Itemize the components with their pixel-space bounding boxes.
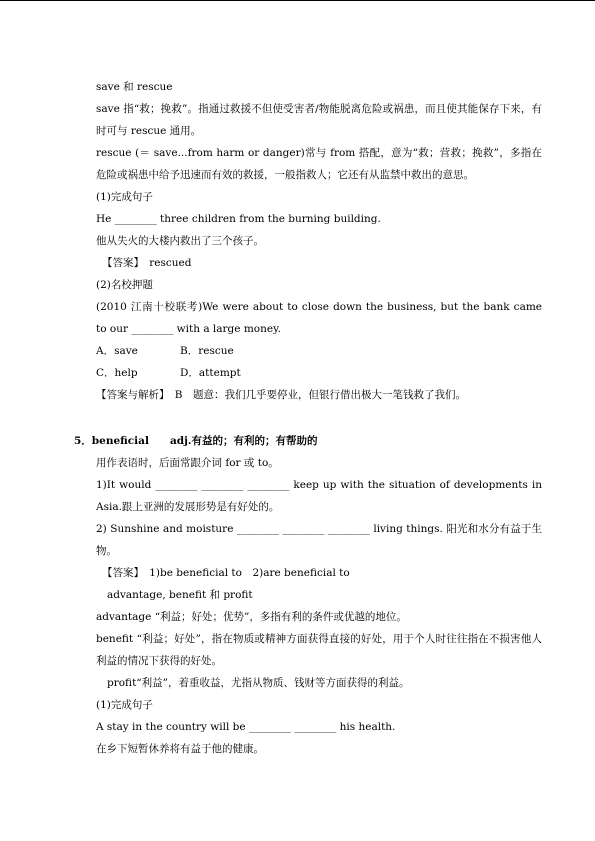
section-heading-advantage-benefit-profit: advantage, benefit 和 profit — [107, 589, 253, 601]
answer-rescued: 【答案】 rescued — [102, 257, 192, 269]
exercise-sentence-2: 2) Sunshine and moisture ________ ________ ________ living things. 阳光和水分有益于生物。 — [96, 523, 542, 557]
exam-question-text: (2010 江南十校联考)We were about to close down the business, but the bank came to our ________ with a large money. — [96, 301, 542, 335]
exercise-label-complete-sentence-2: (1)完成句子 — [96, 699, 153, 711]
options-row-1 — [96, 340, 542, 362]
paragraph-save-definition: save 指“救；挽救”。指通过救援不但使受害者/物能脱离危险或祸患，而且使其能保存下来，有时可与 rescue 通用。 — [96, 103, 542, 137]
definition-benefit: benefit “利益；好处”，指在物质或精神方面获得直接的好处，用于个人时往往指在不损害他人利益的情况下获得的好处。 — [96, 633, 542, 667]
document-body — [74, 76, 542, 760]
paragraph-rescue-definition: rescue (＝ save...from harm or danger)常与 from 搭配，意为“救；营救；挽救”，多指在危险或祸患中给予迅速而有效的救援，一般指救人；它还有从监禁中救出的意思。 — [96, 147, 542, 181]
answer-and-explanation: 【答案与解析】 B 题意：我们几乎要停业，但银行借出极大一笔钱救了我们。 — [96, 389, 466, 401]
options-row-2 — [96, 362, 542, 384]
option-c: C．help — [96, 367, 138, 379]
exercise-label-exam-question: (2)名校押题 — [96, 279, 153, 291]
answer-beneficial: 【答案】 1)be beneficial to 2)are beneficial to — [102, 567, 350, 579]
exercise-label-complete-sentence: (1)完成句子 — [96, 191, 153, 203]
definition-profit: profit“利益”，着重收益，尤指从物质、钱财等方面获得的利益。 — [107, 677, 410, 689]
option-d: D．attempt — [180, 367, 241, 379]
option-a: A．save — [96, 345, 138, 357]
section-heading-beneficial: 5．beneficial adj.有益的；有利的；有帮助的 — [74, 435, 318, 447]
exercise-sentence-1: 1)It would ________ ________ ________ keep up with the situation of developments in Asia.跟上亚洲的发展形势是有好处的。 — [96, 479, 542, 513]
exercise-sentence-english: He ________ three children from the burning building. — [96, 213, 381, 225]
section-heading-save-rescue: save 和 rescue — [96, 81, 173, 93]
section-gap — [96, 406, 542, 430]
page-top-rule — [0, 0, 595, 1]
option-b: B．rescue — [180, 345, 234, 357]
exercise-sentence-health-chinese: 在乡下短暂休养将有益于他的健康。 — [96, 743, 264, 755]
exercise-sentence-health-english: A stay in the country will be ________ ________ his health. — [96, 721, 396, 733]
usage-note-beneficial: 用作表语时，后面常跟介词 for 或 to。 — [96, 457, 279, 469]
exercise-sentence-chinese: 他从失火的大楼内救出了三个孩子。 — [96, 235, 264, 247]
definition-advantage: advantage “利益；好处；优势”，多指有利的条件或优越的地位。 — [96, 611, 407, 623]
